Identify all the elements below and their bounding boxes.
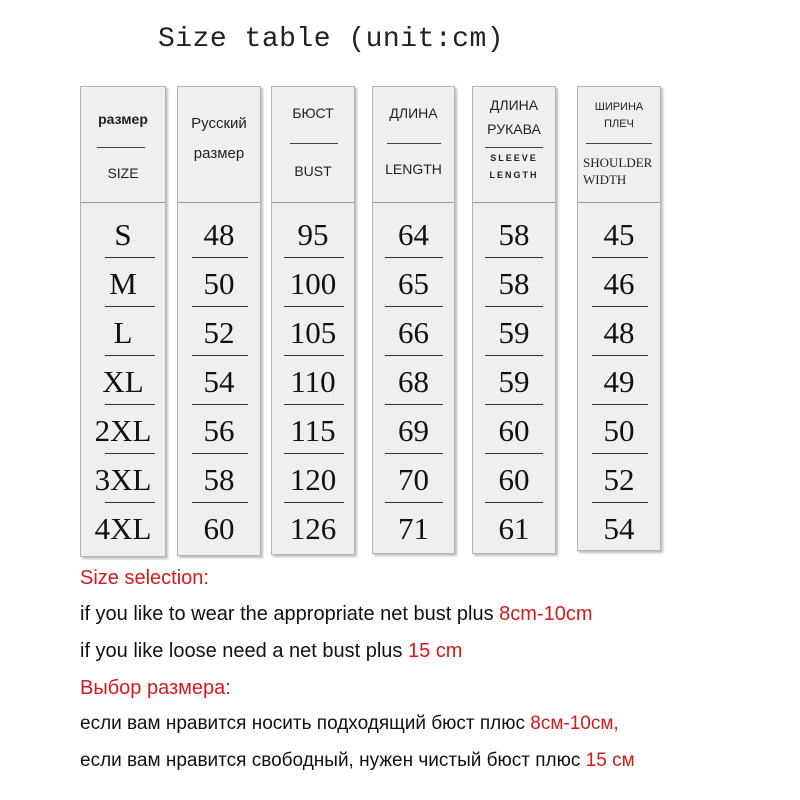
column-header bbox=[373, 87, 454, 203]
cell-value: XL bbox=[102, 364, 144, 399]
header-divider bbox=[586, 143, 652, 144]
table-cell bbox=[473, 405, 555, 454]
note-highlight: 8cm-10cm bbox=[499, 603, 593, 625]
cell-value: M bbox=[109, 266, 137, 301]
note-text: если вам нравится свободный, нужен чистый бюст плюс bbox=[80, 750, 586, 771]
column-header bbox=[81, 87, 165, 203]
column-header bbox=[578, 87, 660, 203]
cell-value: 48 bbox=[203, 217, 235, 252]
cell-value: 52 bbox=[603, 462, 635, 497]
size-note-ru-2 bbox=[80, 750, 635, 772]
table-cell bbox=[578, 307, 660, 356]
column-size bbox=[80, 86, 166, 557]
note-text: если вам нравится носить подходящий бюст плюс bbox=[80, 713, 531, 734]
header-divider bbox=[97, 147, 145, 148]
header-en: LENGTH bbox=[385, 161, 442, 177]
cell-value: 58 bbox=[498, 217, 530, 252]
header-en: SHOULDER bbox=[583, 155, 653, 170]
cell-value: 66 bbox=[398, 315, 429, 350]
cell-value: 49 bbox=[603, 364, 635, 399]
cell-value: 52 bbox=[203, 315, 235, 350]
table-cell bbox=[178, 307, 260, 356]
table-cell bbox=[373, 356, 454, 405]
table-cell bbox=[373, 307, 454, 356]
table-cell bbox=[81, 307, 165, 356]
cell-value: 54 bbox=[603, 511, 635, 546]
cell-value: 64 bbox=[398, 217, 429, 252]
table-cell bbox=[178, 258, 260, 307]
column-header bbox=[178, 87, 260, 203]
column-sleeve-length bbox=[472, 86, 556, 554]
note-text: if you like to wear the appropriate net bust plus bbox=[80, 603, 500, 625]
cell-value: 120 bbox=[289, 462, 337, 497]
table-cell bbox=[178, 356, 260, 405]
header-ru: Русский bbox=[191, 115, 247, 132]
table-cell bbox=[373, 209, 454, 258]
cell-value: 50 bbox=[603, 413, 635, 448]
table-cell bbox=[473, 503, 555, 552]
header-en: SLEEVE bbox=[490, 153, 538, 163]
cell-value: 58 bbox=[203, 462, 235, 497]
cell-value: 115 bbox=[290, 413, 336, 448]
cell-value: 50 bbox=[203, 266, 235, 301]
cell-value: 68 bbox=[398, 364, 429, 399]
header-ru: ДЛИНА bbox=[489, 97, 539, 113]
cell-value: 100 bbox=[289, 266, 337, 301]
header-en-2: WIDTH bbox=[583, 172, 627, 187]
table-cell bbox=[373, 454, 454, 503]
cell-value: 59 bbox=[498, 315, 530, 350]
cell-value: 45 bbox=[603, 217, 635, 252]
table-cell bbox=[178, 454, 260, 503]
header-ru: ШИРИНА bbox=[594, 101, 644, 113]
table-cell bbox=[373, 405, 454, 454]
header-en: SIZE bbox=[107, 165, 139, 181]
column-length bbox=[372, 86, 455, 554]
table-cell bbox=[272, 209, 354, 258]
note-text: if you like loose need a net bust plus bbox=[80, 640, 408, 662]
table-cell bbox=[272, 454, 354, 503]
cell-value: 65 bbox=[398, 266, 429, 301]
cell-value: 59 bbox=[498, 364, 530, 399]
table-cell bbox=[178, 209, 260, 258]
cell-value: 58 bbox=[498, 266, 530, 301]
cell-value: 60 bbox=[498, 413, 530, 448]
cell-value: 71 bbox=[398, 511, 429, 546]
table-cell bbox=[81, 454, 165, 503]
table-cell bbox=[578, 454, 660, 503]
cell-value: 54 bbox=[203, 364, 235, 399]
header-ru-2: ПЛЕЧ bbox=[604, 118, 634, 130]
cell-value: 56 bbox=[203, 413, 235, 448]
table-cell bbox=[81, 503, 165, 552]
header-en-2: LENGTH bbox=[489, 170, 539, 180]
table-cell bbox=[272, 405, 354, 454]
table-cell bbox=[578, 258, 660, 307]
table-cell bbox=[373, 503, 454, 552]
size-note-ru-1 bbox=[80, 713, 619, 735]
size-note-en-2 bbox=[80, 640, 462, 663]
table-cell bbox=[473, 258, 555, 307]
column-header bbox=[473, 87, 555, 203]
table-cell bbox=[473, 307, 555, 356]
cell-value: 60 bbox=[498, 462, 530, 497]
table-cell bbox=[178, 405, 260, 454]
cell-value: 110 bbox=[290, 364, 336, 399]
note-highlight: 8см-10см, bbox=[530, 713, 619, 734]
header-ru-2: размер bbox=[193, 145, 245, 162]
table-cell bbox=[578, 209, 660, 258]
cell-value: S bbox=[114, 217, 132, 252]
header-en: BUST bbox=[294, 163, 332, 179]
table-cell bbox=[373, 258, 454, 307]
table-cell bbox=[578, 503, 660, 552]
table-cell bbox=[473, 209, 555, 258]
table-cell bbox=[81, 405, 165, 454]
cell-value: 95 bbox=[297, 217, 329, 252]
cell-value: 105 bbox=[289, 315, 337, 350]
table-cell bbox=[272, 503, 354, 552]
cell-value: 4XL bbox=[94, 511, 152, 546]
cell-value: 46 bbox=[603, 266, 635, 301]
header-ru: ДЛИНА bbox=[389, 105, 438, 121]
size-selection-heading: Size selection: bbox=[80, 567, 209, 589]
cell-value: L bbox=[113, 315, 133, 350]
column-bust bbox=[271, 86, 355, 555]
cell-value: 48 bbox=[603, 315, 635, 350]
table-cell bbox=[81, 356, 165, 405]
cell-value: 126 bbox=[289, 511, 337, 546]
header-divider bbox=[485, 147, 543, 148]
table-cell bbox=[578, 356, 660, 405]
table-cell bbox=[473, 356, 555, 405]
cell-value: 60 bbox=[203, 511, 235, 546]
table-cell bbox=[578, 405, 660, 454]
header-ru-2: РУКАВА bbox=[487, 121, 541, 137]
column-russian-size bbox=[177, 86, 261, 556]
header-divider bbox=[290, 143, 338, 144]
header-divider bbox=[387, 143, 441, 144]
table-cell bbox=[272, 258, 354, 307]
table-cell bbox=[81, 209, 165, 258]
size-selection-heading-ru: Выбор размера: bbox=[80, 677, 231, 699]
note-highlight: 15 cm bbox=[408, 640, 463, 662]
table-cell bbox=[272, 307, 354, 356]
cell-value: 2XL bbox=[94, 413, 152, 448]
cell-value: 3XL bbox=[94, 462, 152, 497]
page-title: Size table (unit:cm) bbox=[158, 24, 505, 55]
cell-value: 70 bbox=[398, 462, 429, 497]
header-ru: размер bbox=[98, 111, 148, 127]
table-cell bbox=[272, 356, 354, 405]
table-cell bbox=[81, 258, 165, 307]
column-shoulder-width bbox=[577, 86, 661, 551]
cell-value: 69 bbox=[398, 413, 429, 448]
note-highlight: 15 см bbox=[585, 750, 635, 771]
table-cell bbox=[178, 503, 260, 552]
header-ru: БЮСТ bbox=[292, 105, 334, 121]
column-header bbox=[272, 87, 354, 203]
table-cell bbox=[473, 454, 555, 503]
cell-value: 61 bbox=[498, 511, 530, 546]
size-note-en-1 bbox=[80, 603, 593, 626]
